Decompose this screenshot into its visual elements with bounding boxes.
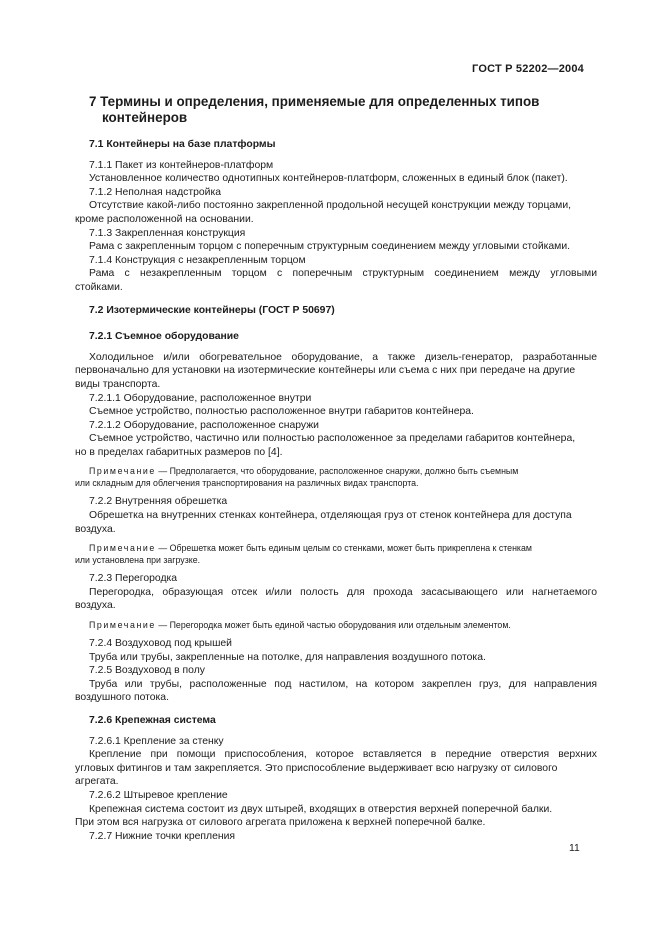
def-7-2-1-2-a: Съемное устройство, частично или полностью расположенное за пределами габаритов контейнера, [89, 433, 576, 445]
note-1 [75, 465, 597, 489]
note-1-cont: или складным для облегчения транспортирования на различных видах транспорта. [75, 478, 419, 489]
term-7-2-1-1: 7.2.1.1 Оборудование, расположенное внутри [89, 392, 312, 404]
def-7-2-3-b: воздуха. [75, 600, 116, 612]
note-2-cont: или установлена при загрузке. [75, 555, 201, 566]
def-7-2-1-1: Съемное устройство, полностью расположенное внутри габаритов контейнера. [89, 406, 474, 418]
heading-7-1: 7.1 Контейнеры на базе платформы [89, 139, 276, 150]
def-7-2-2-b: воздуха. [75, 523, 116, 535]
term-7-2-5: 7.2.5 Воздуховод в полу [89, 665, 205, 677]
def-7-2-5-b: воздушного потока. [75, 692, 169, 704]
def-7-2-2-a: Обрешетка на внутренних стенках контейнера, отделяющая груз от стенок контейнера для доступа [89, 510, 572, 522]
def-7-2-6-1-b: угловых фитингов и там закрепляется. Это приспособление выдерживает всю нагрузку от силового [75, 762, 558, 774]
note-2 [75, 542, 597, 566]
def-7-2-6-2-a: Крепежная система состоит из двух штырей, входящих в отверстия верхней поперечной балки. [89, 803, 553, 815]
def-7-1-2-b: кроме расположенной на основании. [75, 213, 254, 225]
def-7-2-6-1-a: Крепление при помощи приспособления, которое вставляется в передние отверстия верхних [89, 749, 597, 761]
note-3 [89, 619, 597, 631]
standard-number: ГОСТ Р 52202—2004 [472, 63, 584, 75]
def-7-1-2-a: Отсутствие какой-либо постоянно закрепленной продольной несущей конструкции между торцами, [89, 200, 572, 212]
term-7-2-7: 7.2.7 Нижние точки крепления [89, 830, 236, 842]
note-1-text: — Предполагается, что оборудование, расположенное снаружи, должно быть съемным [155, 466, 519, 477]
page-number: 11 [569, 843, 580, 854]
section-title-line2: контейнеров [102, 109, 188, 125]
heading-7-2-6: 7.2.6 Крепежная система [89, 715, 216, 726]
term-7-2-4: 7.2.4 Воздуховод под крышей [89, 638, 232, 650]
term-7-2-1-2: 7.2.1.2 Оборудование, расположенное снаружи [89, 419, 319, 431]
term-7-1-4: 7.1.4 Конструкция с незакрепленным торцом [89, 254, 306, 266]
def-7-2-6-1-c: агрегата. [75, 776, 119, 788]
note-2-text: — Обрешетка может быть единым целым со стенками, может быть прикреплена к стенкам [155, 543, 532, 554]
def-7-2-5-a: Труба или трубы, расположенные под настилом, на котором закреплен груз, для направления [89, 678, 597, 690]
def-7-2-6-2-b: При этом вся нагрузка от силового агрегата приложена к верхней поперечной балке. [75, 817, 486, 829]
def-7-1-3: Рама с закрепленным торцом с поперечным структурным соединением между угловыми стойками. [89, 241, 571, 253]
def-7-2-1-2-b: но в пределах габаритных размеров по [4]. [75, 446, 283, 458]
heading-7-2-1: 7.2.1 Съемное оборудование [89, 331, 239, 343]
term-7-1-1: 7.1.1 Пакет из контейнеров-платформ [89, 159, 274, 171]
note-3-text: — Перегородка может быть единой частью оборудования или отдельным элементом. [155, 620, 511, 631]
section-title [89, 94, 597, 125]
heading-7-2: 7.2 Изотермические контейнеры (ГОСТ Р 50697) [89, 304, 335, 316]
def-7-1-4-a: Рама с незакрепленным торцом с поперечным структурным соединением между угловыми [89, 268, 597, 280]
note-2-label: Примечание [89, 543, 156, 554]
note-3-label: Примечание [89, 620, 156, 631]
def-7-2-1-b: первоначально для установки на изотермические контейнеры или съема с них при передаче на другие [75, 365, 576, 377]
term-7-1-3: 7.1.3 Закрепленная конструкция [89, 227, 246, 239]
term-7-2-2: 7.2.2 Внутренняя обрешетка [89, 496, 228, 508]
note-1-label: Примечание [89, 466, 156, 477]
term-7-2-3: 7.2.3 Перегородка [89, 573, 178, 585]
section-title-line1: 7 Термины и определения, применяемые для определенных типов [89, 94, 540, 109]
def-7-1-1: Установленное количество однотипных контейнеров-платформ, сложенных в единый блок (пакет). [89, 173, 568, 185]
term-7-2-6-2: 7.2.6.2 Штыревое крепление [89, 789, 228, 801]
def-7-2-4: Труба или трубы, закрепленные на потолке, для направления воздушного потока. [89, 651, 486, 663]
def-7-2-1-a: Холодильное и/или обогревательное оборудование, а также дизель-генератор, разработанные [89, 351, 597, 363]
def-7-2-1-c: виды транспорта. [75, 378, 161, 390]
def-7-1-4-b: стойками. [75, 281, 123, 293]
document-content [75, 94, 597, 843]
term-7-2-6-1: 7.2.6.1 Крепление за стенку [89, 735, 224, 747]
term-7-1-2: 7.1.2 Неполная надстройка [89, 186, 221, 198]
def-7-2-3-a: Перегородка, образующая отсек и/или полость для прохода засасывающего или нагнетаемого [89, 586, 597, 598]
